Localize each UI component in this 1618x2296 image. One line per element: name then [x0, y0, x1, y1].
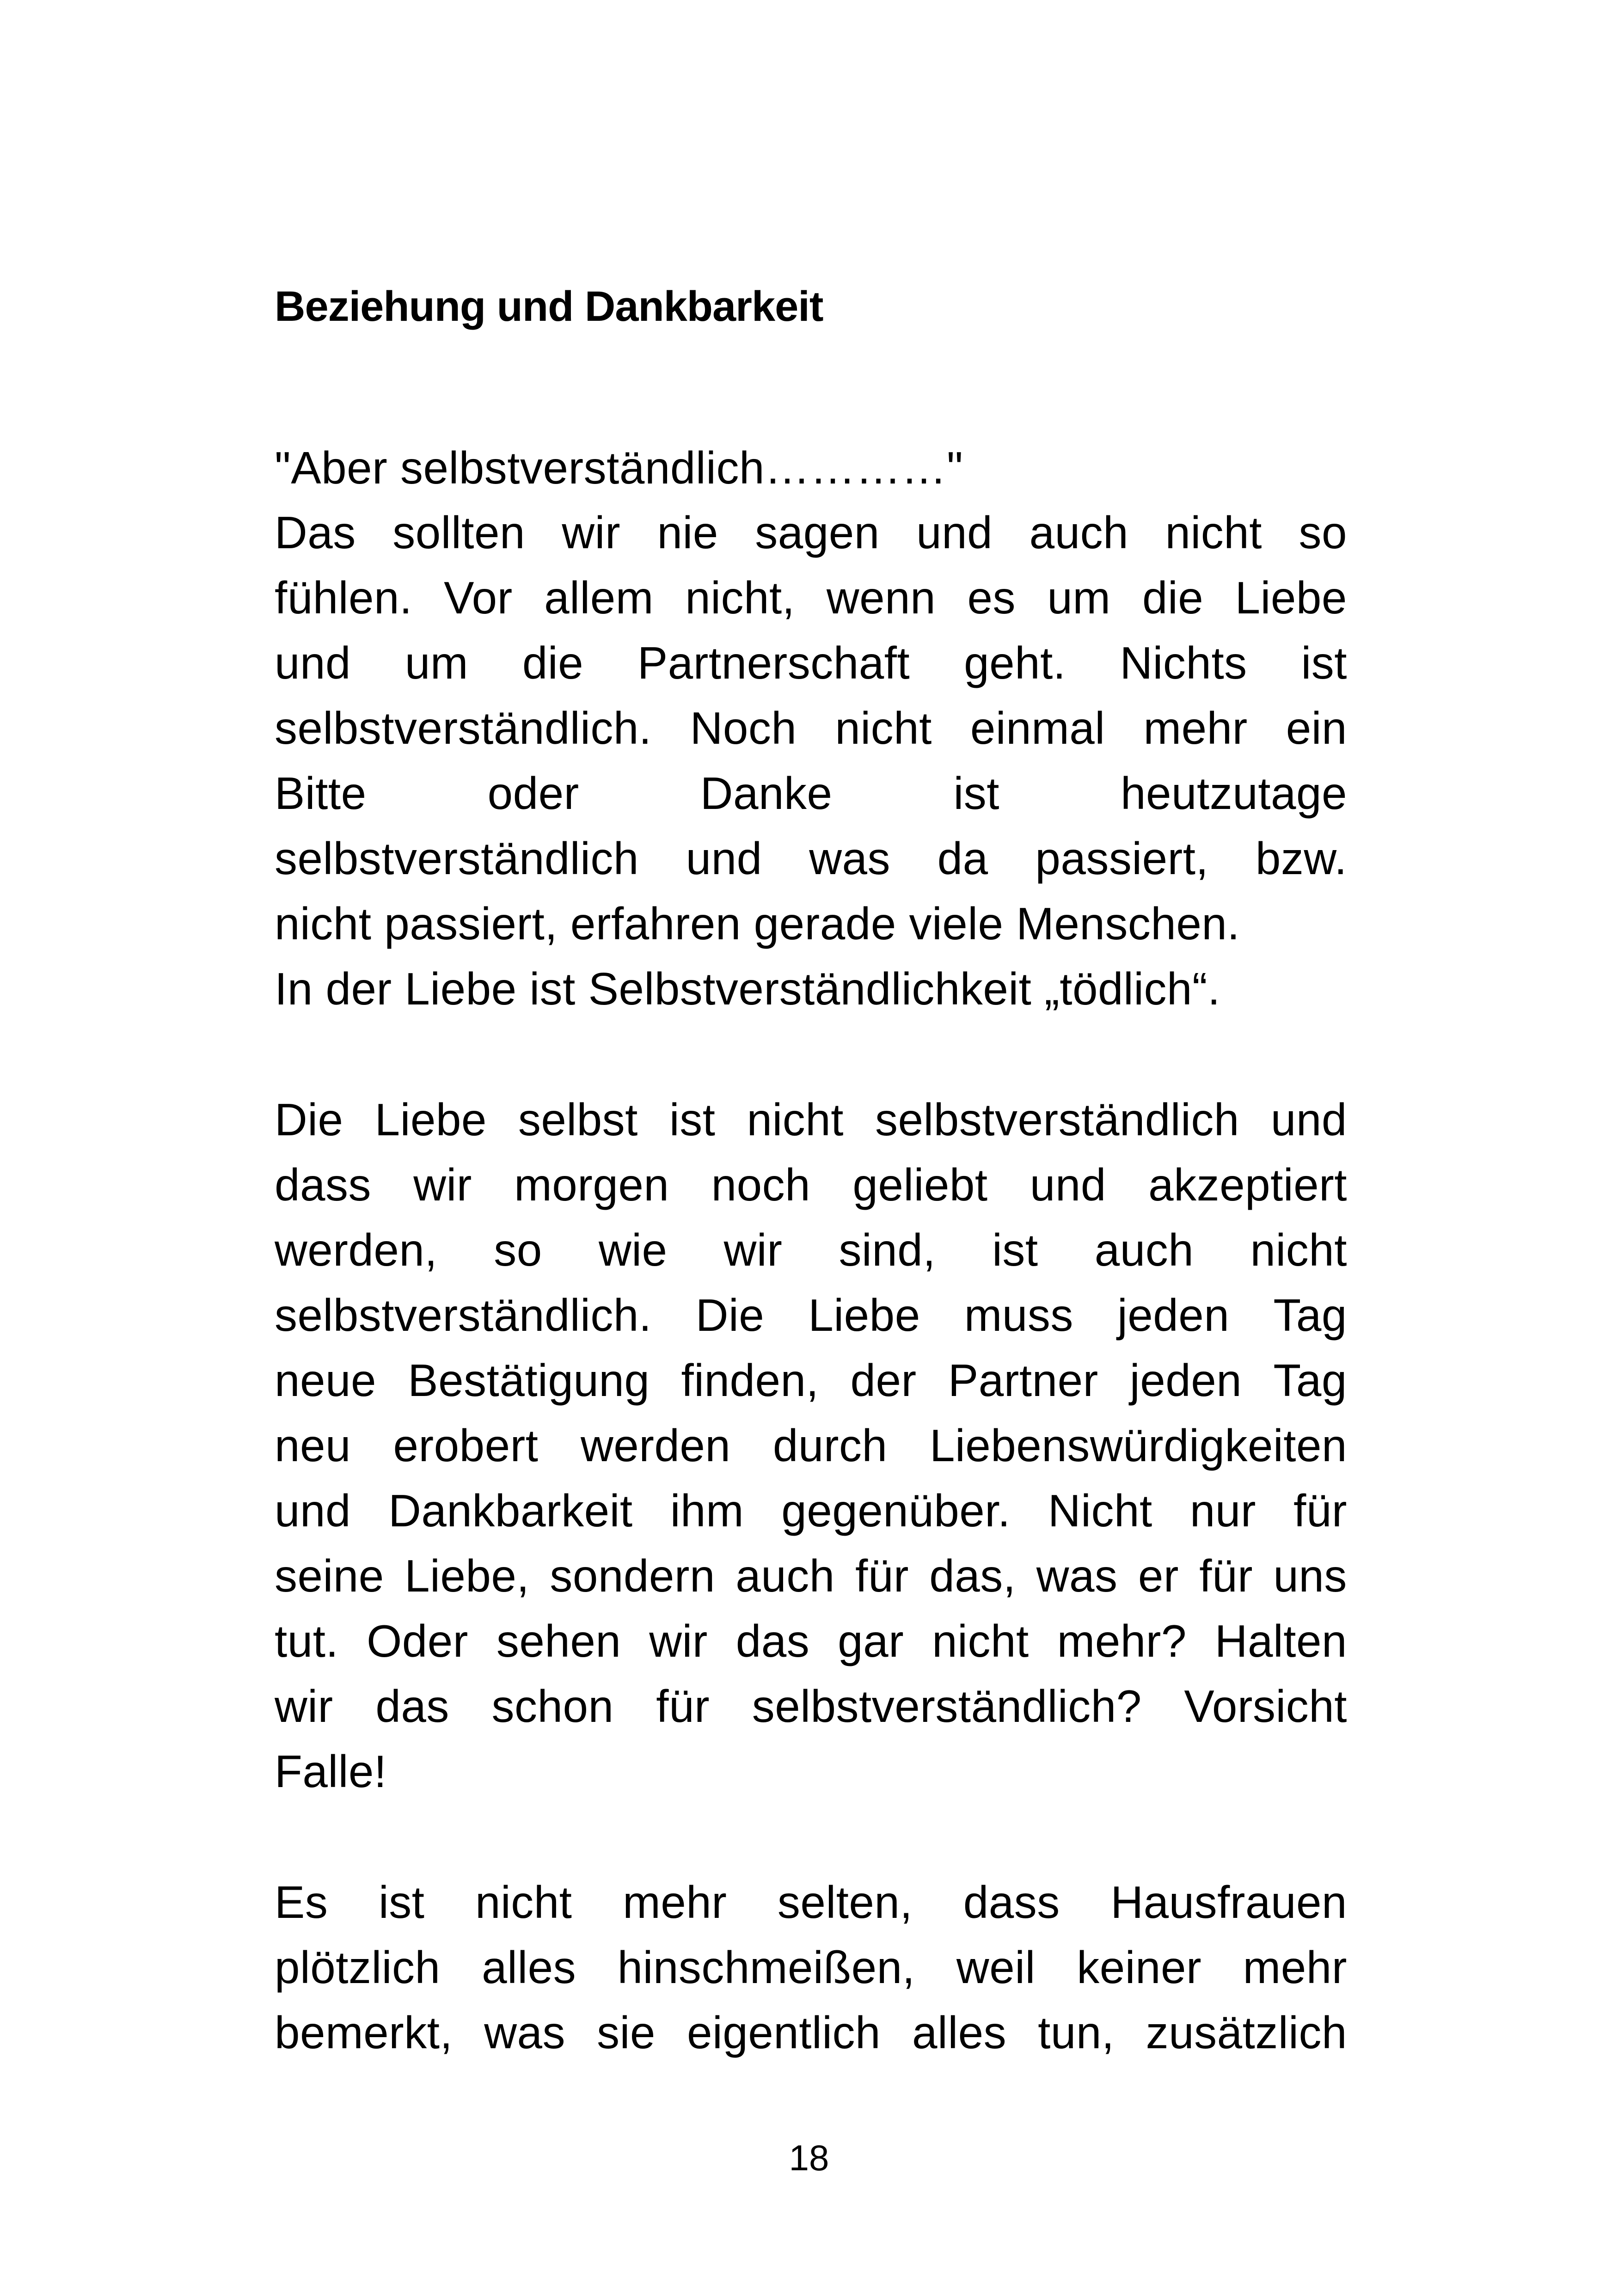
text-line: [275, 830, 1347, 887]
word: ist: [953, 768, 999, 819]
word: selten,: [777, 1877, 913, 1928]
text-line: [275, 1678, 1347, 1735]
word: morgen: [514, 1159, 669, 1210]
word: die: [1142, 572, 1204, 623]
word: wir: [562, 507, 621, 558]
word: wie: [598, 1225, 668, 1275]
word: für: [656, 1681, 710, 1732]
word: und: [275, 637, 351, 688]
word: auch: [1029, 507, 1129, 558]
word: heutzutage: [1120, 768, 1347, 819]
section-heading: Beziehung und Dankbarkeit: [275, 283, 823, 330]
word: jeden: [1117, 1290, 1230, 1341]
word: ist: [1301, 637, 1347, 688]
word: um: [404, 637, 468, 688]
quote-line: "Aber selbstverständlich…………": [275, 442, 963, 493]
word: Partner: [948, 1355, 1098, 1406]
word: für: [1293, 1485, 1347, 1536]
text-line: [275, 569, 1347, 626]
text-line: [275, 1091, 1347, 1148]
word: selbstverständlich.: [275, 703, 652, 753]
word: muss: [964, 1290, 1073, 1341]
word: durch: [772, 1420, 888, 1471]
word: plötzlich: [275, 1942, 441, 1993]
word: seine: [275, 1550, 384, 1601]
word: was: [809, 833, 891, 884]
word: bemerkt,: [275, 2007, 453, 2058]
word: Partnerschaft: [637, 637, 910, 688]
word: Liebenswürdigkeiten: [929, 1420, 1347, 1471]
word: der: [850, 1355, 917, 1406]
page-number: 18: [789, 2137, 829, 2178]
word: geliebt: [852, 1159, 988, 1210]
word: ist: [669, 1094, 716, 1145]
word: selbstverständlich?: [752, 1681, 1142, 1732]
word: werden,: [275, 1225, 438, 1275]
word: sollten: [392, 507, 525, 558]
text-line: In der Liebe ist Selbstverständlichkeit „tödlich“.: [275, 963, 1220, 1014]
word: Hausfrauen: [1110, 1877, 1347, 1928]
text-line: [275, 1221, 1347, 1279]
text-line: [275, 699, 1347, 757]
word: mehr: [1143, 703, 1248, 753]
word: tut.: [275, 1616, 339, 1666]
text-line: Falle!: [275, 1746, 387, 1797]
word: neu: [275, 1420, 351, 1471]
text-line: [275, 765, 1347, 822]
word: Nicht: [1048, 1485, 1152, 1536]
word: das,: [929, 1550, 1016, 1601]
word: keiner: [1077, 1942, 1202, 1993]
word: oder: [487, 768, 579, 819]
text-line: [275, 1547, 1347, 1604]
word: wenn: [826, 572, 936, 623]
word: er: [1138, 1550, 1179, 1601]
word: Liebe: [1235, 572, 1347, 623]
word: nicht: [747, 1094, 844, 1145]
text-line: [275, 1482, 1347, 1539]
word: einmal: [970, 703, 1105, 753]
word: werden: [580, 1420, 731, 1471]
word: und: [275, 1485, 351, 1536]
word: für: [855, 1550, 909, 1601]
word: Liebe: [374, 1094, 487, 1145]
word: das: [735, 1616, 810, 1666]
text-line: [275, 634, 1347, 692]
word: mehr: [623, 1877, 727, 1928]
word: alles: [482, 1942, 576, 1993]
word: Das: [275, 507, 356, 558]
word: ist: [992, 1225, 1038, 1275]
word: erobert: [393, 1420, 539, 1471]
word: nicht: [1165, 507, 1263, 558]
text-line: [275, 504, 1347, 561]
word: neue: [275, 1355, 377, 1406]
word: Noch: [690, 703, 797, 753]
word: ein: [1286, 703, 1347, 753]
word: Oder: [367, 1616, 468, 1666]
word: Liebe,: [404, 1550, 530, 1601]
word: schon: [491, 1681, 614, 1732]
word: Tag: [1273, 1355, 1347, 1406]
word: eigentlich: [686, 2007, 881, 2058]
word: da: [937, 833, 988, 884]
word: weil: [956, 1942, 1036, 1993]
word: wir: [723, 1225, 783, 1275]
word: sind,: [839, 1225, 936, 1275]
word: allem: [544, 572, 654, 623]
word: akzeptiert: [1148, 1159, 1347, 1210]
word: dass: [275, 1159, 372, 1210]
word: Bestätigung: [408, 1355, 650, 1406]
word: finden,: [681, 1355, 819, 1406]
word: so: [494, 1225, 542, 1275]
word: alles: [912, 2007, 1007, 2058]
word: ist: [378, 1877, 425, 1928]
word: noch: [711, 1159, 811, 1210]
word: Die: [695, 1290, 765, 1341]
text-line: [275, 1286, 1347, 1344]
word: gar: [838, 1616, 904, 1666]
word: nicht: [932, 1616, 1029, 1666]
word: selbstverständlich.: [275, 1290, 652, 1341]
word: nie: [657, 507, 718, 558]
word: die: [522, 637, 584, 688]
word: um: [1047, 572, 1111, 623]
word: geht.: [964, 637, 1066, 688]
word: auch: [735, 1550, 835, 1601]
word: bzw.: [1255, 833, 1347, 884]
word: für: [1199, 1550, 1253, 1601]
word: Bitte: [275, 768, 367, 819]
text-line: [275, 1874, 1347, 1931]
word: auch: [1094, 1225, 1194, 1275]
text-line: [275, 2004, 1347, 2061]
text-line: [275, 1352, 1347, 1409]
word: und: [1270, 1094, 1347, 1145]
word: Halten: [1214, 1616, 1347, 1666]
word: sie: [597, 2007, 656, 2058]
word: Danke: [700, 768, 833, 819]
word: fühlen.: [275, 572, 412, 623]
word: mehr?: [1057, 1616, 1187, 1666]
word: wir: [649, 1616, 708, 1666]
word: Liebe: [808, 1290, 920, 1341]
word: nicht: [1250, 1225, 1347, 1275]
word: was: [1036, 1550, 1118, 1601]
word: dass: [963, 1877, 1060, 1928]
word: so: [1299, 507, 1347, 558]
word: wir: [413, 1159, 472, 1210]
word: selbstverständlich: [275, 833, 639, 884]
word: Dankbarkeit: [388, 1485, 633, 1536]
word: selbstverständlich: [875, 1094, 1239, 1145]
text-line: [275, 1939, 1347, 1996]
word: nicht: [835, 703, 932, 753]
word: nicht: [475, 1877, 572, 1928]
word: selbst: [518, 1094, 638, 1145]
word: Es: [275, 1877, 328, 1928]
word: und: [1030, 1159, 1106, 1210]
text-line: [275, 1612, 1347, 1670]
word: jeden: [1129, 1355, 1242, 1406]
word: es: [967, 572, 1016, 623]
word: sagen: [755, 507, 880, 558]
word: und: [686, 833, 762, 884]
word: Die: [275, 1094, 343, 1145]
text-line: [275, 1156, 1347, 1213]
word: und: [916, 507, 993, 558]
word: das: [375, 1681, 449, 1732]
word: ihm: [670, 1485, 744, 1536]
text-line: nicht passiert, erfahren gerade viele Menschen.: [275, 898, 1240, 949]
word: Nichts: [1120, 637, 1247, 688]
word: sehen: [496, 1616, 621, 1666]
word: was: [484, 2007, 566, 2058]
text-line: [275, 1417, 1347, 1474]
word: passiert,: [1035, 833, 1209, 884]
word: Tag: [1273, 1290, 1347, 1341]
word: uns: [1273, 1550, 1347, 1601]
word: wir: [275, 1681, 333, 1732]
word: sondern: [550, 1550, 716, 1601]
word: nur: [1189, 1485, 1256, 1536]
word: gegenüber.: [781, 1485, 1011, 1536]
word: mehr: [1243, 1942, 1347, 1993]
word: nicht,: [685, 572, 795, 623]
word: Vor: [444, 572, 513, 623]
word: hinschmeißen,: [617, 1942, 915, 1993]
word: tun,: [1038, 2007, 1115, 2058]
word: Vorsicht: [1184, 1681, 1347, 1732]
word: zusätzlich: [1146, 2007, 1347, 2058]
